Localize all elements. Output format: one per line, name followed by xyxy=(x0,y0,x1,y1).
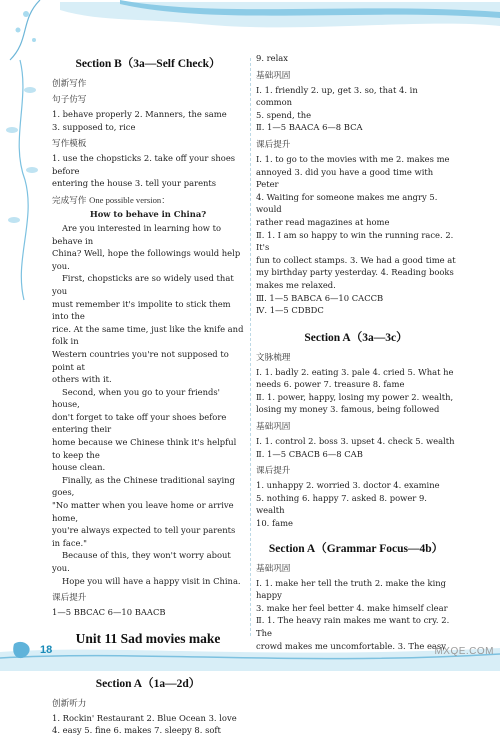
subhead-basic-consolidation: 基础巩固 xyxy=(256,422,291,433)
subhead-creative-listening: 创新听力 xyxy=(52,698,87,709)
answer-line: fun to collect stamps. 3. We had a good time at xyxy=(256,254,456,265)
essay-line: Because of this, they won't worry about you. xyxy=(52,550,231,573)
answer-line: 10. fame xyxy=(256,518,293,529)
answer-line: Ⅳ. 1—5 CDBDC xyxy=(256,305,324,316)
answer-line: 4. Waiting for someone makes me angry 5. would xyxy=(256,191,438,215)
essay-line: Western countries you're not supposed to point at xyxy=(52,348,229,372)
section-a-grammar-title: Section A（Grammar Focus—4b） xyxy=(268,542,444,555)
answer-line: 1. behave properly 2. Manners, the same xyxy=(52,109,227,119)
left-column xyxy=(52,52,244,737)
answer-line: 5. spend, the xyxy=(256,109,312,120)
answer-line: entering the house 3. tell your parents xyxy=(52,178,217,189)
essay-line: Finally, as the Chinese traditional saying goes, xyxy=(52,474,235,498)
section-a-1a-title: Section A（1a—2d） xyxy=(95,677,201,690)
essay-title: How to behave in China? xyxy=(89,208,207,219)
answer-line: Ⅱ. 1. I am so happy to win the running race. 2. It's xyxy=(256,229,454,253)
essay-line: First, chopsticks are so widely used that you xyxy=(52,273,234,296)
essay-line: Second, when you go to your friends' house, xyxy=(52,386,220,410)
subhead-writing-template: 写作模板 xyxy=(52,139,87,150)
page-number: 18 xyxy=(40,644,53,656)
answer-line: 5. nothing 6. happy 7. asked 8. power 9. wealth xyxy=(256,492,427,516)
subhead-sentence-imitation: 句子仿写 xyxy=(52,95,87,105)
answer-line: makes me relaxed. xyxy=(256,279,336,290)
subhead-after-class: 课后提升 xyxy=(256,466,291,477)
subhead-text-outline: 文脉梳理 xyxy=(256,352,291,363)
essay-line: others with it. xyxy=(52,374,112,385)
answer-line: Ⅰ. 1. make her tell the truth 2. make the king happy xyxy=(256,577,446,601)
footer-decoration xyxy=(0,640,500,671)
subhead-complete-writing xyxy=(52,194,244,206)
watermark-text: MXQE.COM xyxy=(434,646,494,657)
answer-line: rather read magazines at home xyxy=(256,216,390,227)
answer-line: needs 6. power 7. treasure 8. fame xyxy=(256,379,405,390)
answer-line: Ⅰ. 1. control 2. boss 3. upset 4. check 5. wealth xyxy=(256,436,455,447)
essay-line: Are you interested in learning how to behave in xyxy=(52,222,222,246)
answer-line: annoyed 3. did you have a good time with Peter xyxy=(256,166,434,190)
answer-line: losing my money 3. famous, being followed xyxy=(256,404,440,415)
answer-line: 4. easy 5. fine 6. makes 7. sleepy 8. soft xyxy=(52,725,221,736)
answer-line: Ⅰ. 1. badly 2. eating 3. pale 4. cried 5. What he xyxy=(256,366,454,377)
side-vine-decoration xyxy=(0,60,50,360)
column-divider xyxy=(250,58,251,636)
answer-line: Ⅱ. 1. The heavy rain makes me want to cry. 2. The xyxy=(256,615,450,638)
essay-line: must remember it's impolite to stick them into the xyxy=(52,298,231,322)
right-column xyxy=(256,52,456,652)
section-a-3a-title: Section A（3a—3c） xyxy=(304,331,408,344)
essay-line: you're always expected to tell your parents in face." xyxy=(52,525,236,548)
section-b-title: Section B（3a—Self Check） xyxy=(75,58,221,70)
subhead-basic-consolidation: 基础巩固 xyxy=(256,70,291,81)
subhead-creative-writing: 创新写作 xyxy=(52,79,87,89)
answer-line: my birthday party yesterday. 4. Reading books xyxy=(256,267,454,278)
essay-line: don't forget to take off your shoes before entering their xyxy=(52,411,227,435)
complete-writing-label: 完成写作 xyxy=(52,195,87,206)
answer-line: 3. supposed to, rice xyxy=(52,121,136,132)
answer-line: Ⅰ. 1. friendly 2. up, get 3. so, that 4. in common xyxy=(256,84,418,108)
essay-line: "No matter when you leave home or arrive home, xyxy=(52,500,234,523)
answer-line: Ⅱ. 1. power, happy, losing my power 2. wealth, xyxy=(256,391,454,402)
subhead-after-class: 课后提升 xyxy=(256,139,291,150)
answer-line: 3. make her feel better 4. make himself clear xyxy=(256,602,448,613)
unit-title-line-1: Unit 11 Sad movies make xyxy=(75,630,221,646)
answer-line: 1. use the chopsticks 2. take off your shoes before xyxy=(52,153,236,176)
answer-line: Ⅲ. 1—5 BABCA 6—10 CACCB xyxy=(256,292,384,303)
possible-version-label: One possible version： xyxy=(89,194,170,205)
essay-line: Hope you will have a happy visit in China. xyxy=(62,575,241,586)
answer-line: Ⅱ. 1—5 CBACB 6—8 CAB xyxy=(256,448,363,459)
subhead-basic-consolidation: 基础巩固 xyxy=(256,563,291,574)
essay-line: house clean. xyxy=(52,462,106,473)
answer-line: Ⅰ. 1. to go to the movies with me 2. makes me xyxy=(256,153,450,164)
essay-line: home because we Chinese think it's helpful to keep the xyxy=(52,437,237,460)
essay-line: China? Well, hope the followings would help you. xyxy=(52,248,241,271)
subhead-after-class: 课后提升 xyxy=(52,593,87,604)
answer-line: Ⅱ. 1—5 BAACA 6—8 BCA xyxy=(256,122,363,133)
header-decoration xyxy=(0,0,500,60)
answer-line: 1. unhappy 2. worried 3. doctor 4. examine xyxy=(256,480,440,491)
answer-line: 1—5 BBCAC 6—10 BAACB xyxy=(52,607,166,618)
essay-line: rice. At the same time, just like the knife and folk in xyxy=(52,323,244,347)
answer-line: crowd makes me uncomfortable. 3. The easy xyxy=(256,640,446,651)
answer-line: 9. relax xyxy=(256,53,289,63)
answer-line: 1. Rockin' Restaurant 2. Blue Ocean 3. love xyxy=(52,712,237,723)
